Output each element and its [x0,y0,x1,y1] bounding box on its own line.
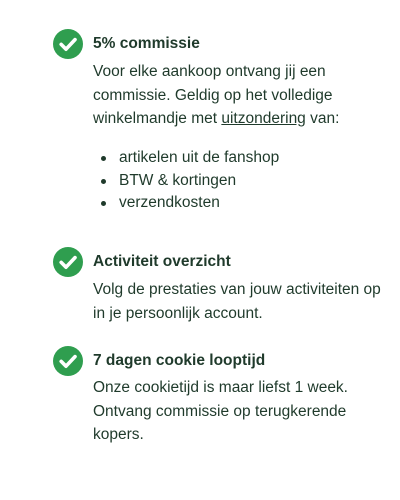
feature-description: Volg de prestaties van jouw activiteiten op in je persoonlijk account. [93,281,381,322]
description-text: Voor elke aankoop ontvang jij een commissie. Geldig op het volledige winkelmandje met [93,63,333,127]
exceptions-list [99,147,279,215]
list-item: BTW & kortingen [99,170,279,193]
feature-title: Activiteit overzicht [93,253,231,270]
check-circle-icon [53,29,83,59]
check-circle-icon [53,247,83,277]
list-item: verzendkosten [99,192,279,215]
list-item: artikelen uit de fanshop [99,147,279,170]
exceptions-link[interactable]: uitzondering [221,110,306,127]
feature-title: 7 dagen cookie looptijd [93,352,266,369]
description-text-end: van: [305,110,340,127]
feature-description [93,60,383,131]
feature-description: Onze cookietijd is maar liefst 1 week. Ontvang commissie op terugkerende kopers. [93,379,348,443]
feature-title: 5% commissie [93,35,200,52]
check-circle-icon [53,346,83,376]
